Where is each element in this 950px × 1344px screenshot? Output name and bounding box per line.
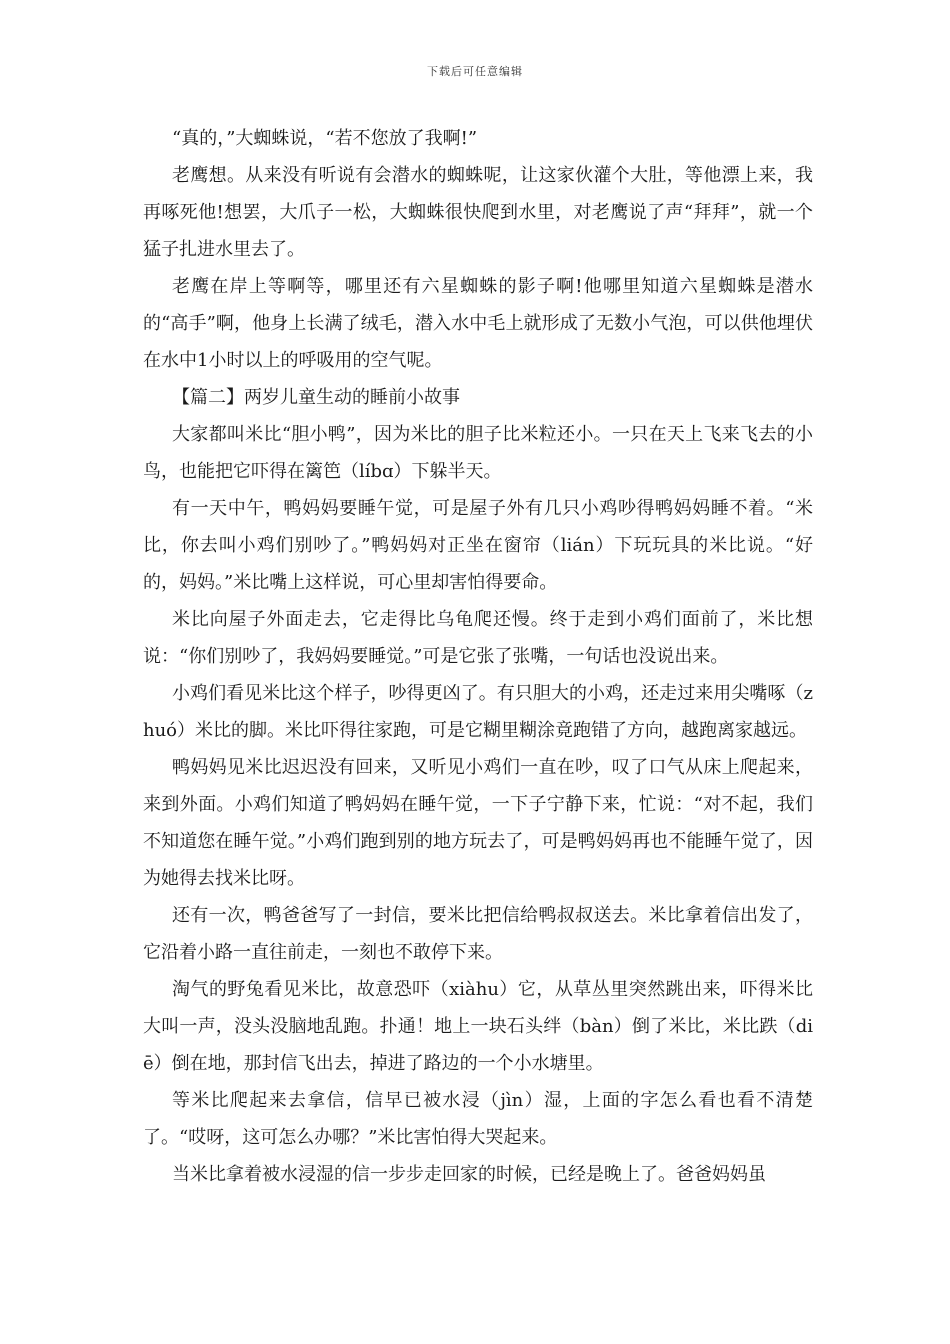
section-heading: 【篇二】两岁儿童生动的睡前小故事 — [172, 387, 460, 408]
paragraph: 还有一次，鸭爸爸写了一封信，要米比把信给鸭叔叔送去。米比拿着信出发了，它沿着小路一直往前走，一刻也不敢停下来。 — [143, 905, 813, 963]
paragraph: 小鸡们看见米比这个样子，吵得更凶了。有只胆大的小鸡，还走过来用尖嘴啄（zhuó）米比的脚。米比吓得往家跑，可是它糊里糊涂竟跑错了方向，越跑离家越远。 — [143, 683, 813, 741]
paragraph: 老鹰想。从来没有听说有会潜水的蜘蛛呢，让这家伙灌个大肚，等他漂上来，我再啄死他!想罢，大爪子一松，大蜘蛛很快爬到水里，对老鹰说了声“拜拜”，就一个猛子扎进水里去了。 — [143, 165, 813, 260]
document-body — [143, 120, 813, 1193]
paragraph: 大家都叫米比“胆小鸭”，因为米比的胆子比米粒还小。一只在天上飞来飞去的小鸟，也能把它吓得在篱笆（líbɑ）下躲半天。 — [143, 424, 813, 482]
paragraph: 米比向屋子外面走去，它走得比乌龟爬还慢。终于走到小鸡们面前了，米比想说：“你们别吵了，我妈妈要睡觉。”可是它张了张嘴，一句话也没说出来。 — [143, 609, 813, 667]
paragraph: 等米比爬起来去拿信，信早已被水浸（jìn）湿，上面的字怎么看也看不清楚了。“哎呀，这可怎么办哪？”米比害怕得大哭起来。 — [143, 1090, 813, 1148]
page-header: 下载后可任意编辑 — [427, 65, 523, 78]
paragraph: 当米比拿着被水浸湿的信一步步走回家的时候，已经是晚上了。爸爸妈妈虽 — [172, 1164, 766, 1185]
paragraph: 老鹰在岸上等啊等，哪里还有六星蜘蛛的影子啊!他哪里知道六星蜘蛛是潜水的“高手”啊，他身上长满了绒毛，潜入水中毛上就形成了无数小气泡，可以供他埋伏在水中1小时以上的呼吸用的空气呢。 — [143, 276, 813, 371]
paragraph: “真的，”大蜘蛛说，“若不您放了我啊!” — [172, 128, 478, 149]
paragraph: 鸭妈妈见米比迟迟没有回来，又听见小鸡们一直在吵，叹了口气从床上爬起来，来到外面。小鸡们知道了鸭妈妈在睡午觉，一下子宁静下来，忙说：“对不起，我们不知道您在睡午觉。”小鸡们跑到别的地方玩去了，可是鸭妈妈再也不能睡午觉了，因为她得去找米比呀。 — [143, 757, 813, 889]
paragraph: 有一天中午，鸭妈妈要睡午觉，可是屋子外有几只小鸡吵得鸭妈妈睡不着。“米比，你去叫小鸡们别吵了。”鸭妈妈对正坐在窗帘（lián）下玩玩具的米比说。“好的，妈妈。”米比嘴上这样说，可心里却害怕得要命。 — [143, 498, 813, 593]
paragraph: 淘气的野兔看见米比，故意恐吓（xiàhu）它，从草丛里突然跳出来，吓得米比大叫一声，没头没脑地乱跑。扑通！地上一块石头绊（bàn）倒了米比，米比跌（diē）倒在地，那封信飞出去，掉进了路边的一个小水塘里。 — [143, 979, 813, 1074]
